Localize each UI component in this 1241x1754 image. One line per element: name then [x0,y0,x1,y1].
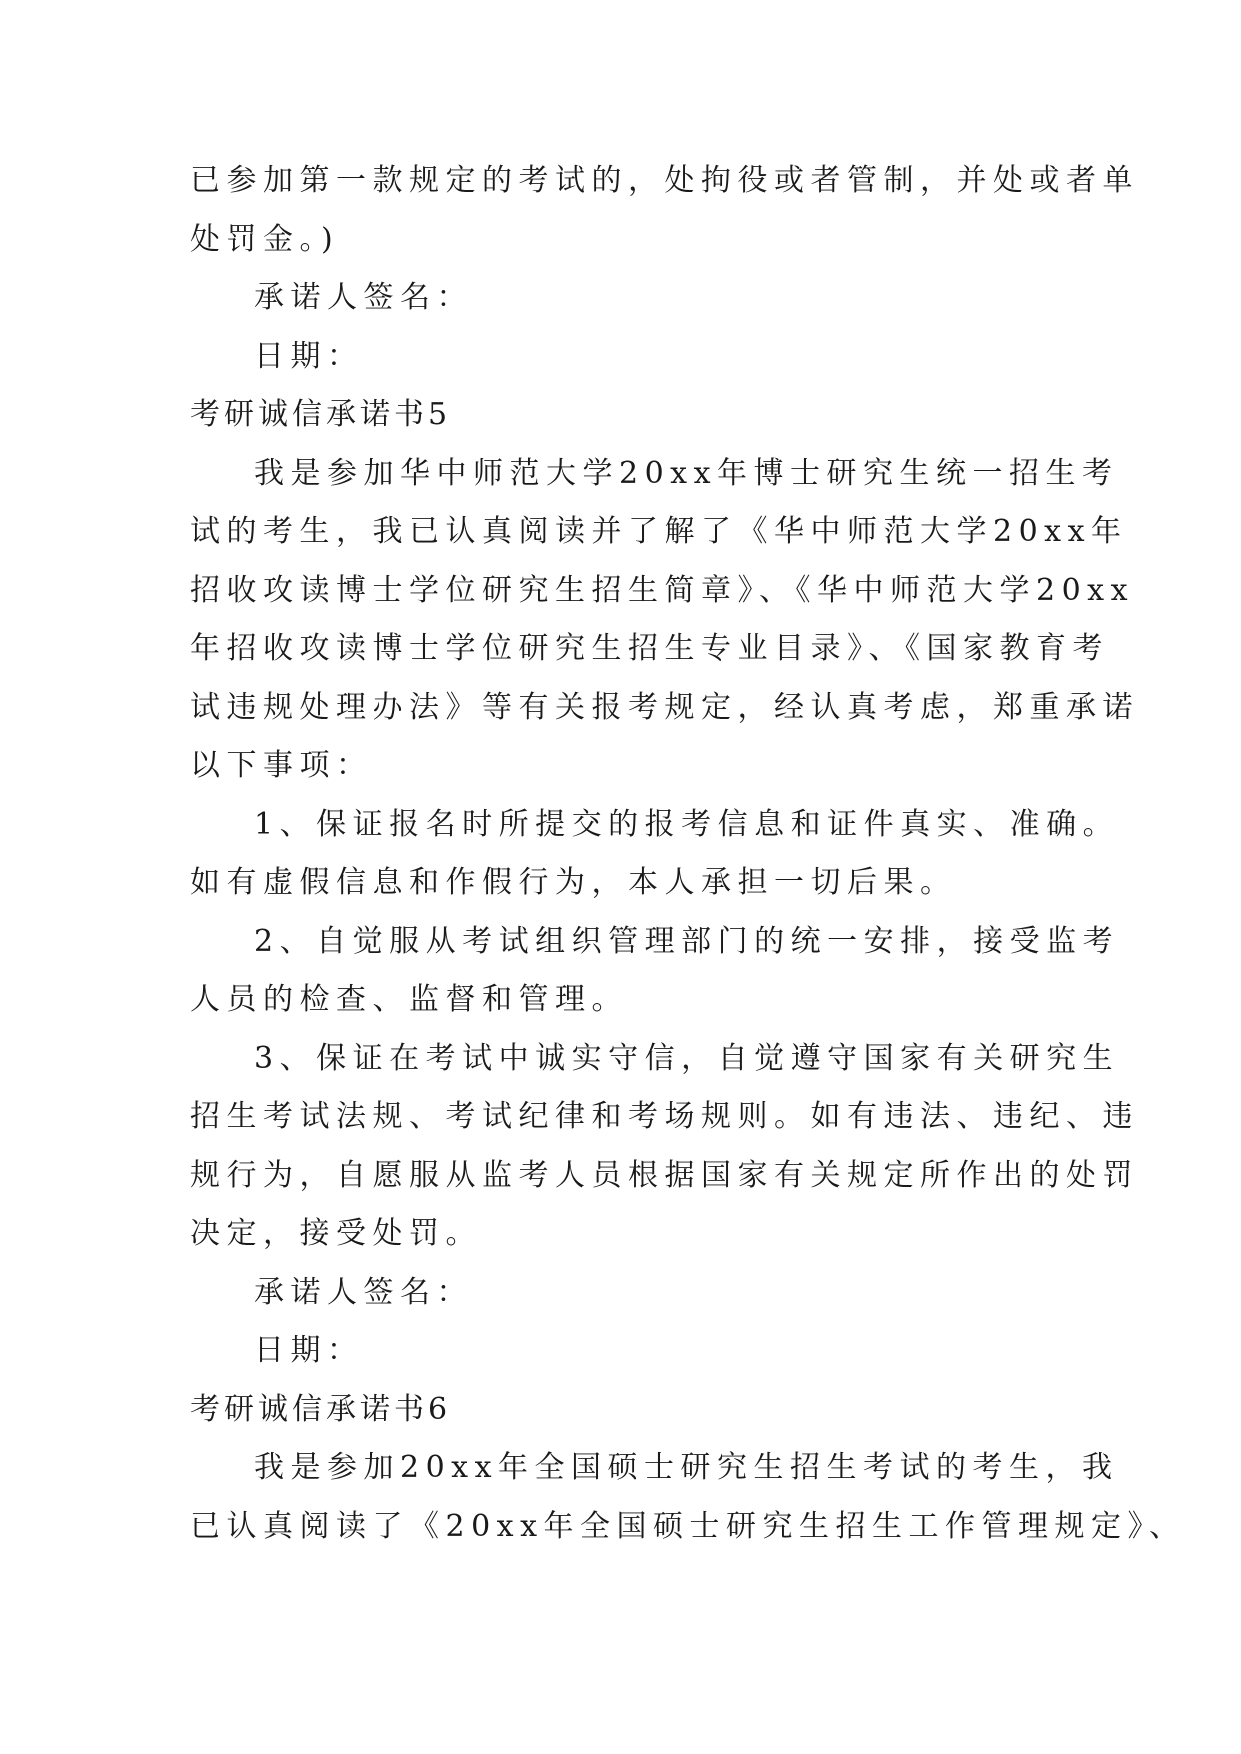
text-line: 日期： [254,338,364,374]
text-line: 试的考生，我已认真阅读并了解了《华中师范大学20xx年 [190,514,1128,549]
text-line: 2、自觉服从考试组织管理部门的统一安排，接受监考 [254,923,1120,959]
text-line: 处罚金。) [190,221,340,257]
text-line: 已参加第一款规定的考试的，处拘役或者管制，并处或者单 [190,163,1139,198]
text-line: 决定，接受处罚。 [190,1216,482,1251]
text-line: 试违规处理办法》等有关报考规定，经认真考虑，郑重承诺 [190,689,1139,725]
text-line: 承诺人签名： [254,280,473,315]
document-page [190,152,1186,1556]
section-heading: 考研诚信承诺书5 [190,397,452,432]
text-line: 我是参加20xx年全国硕士研究生招生考试的考生，我 [254,1450,1119,1485]
text-line: 我是参加华中师范大学20xx年博士研究生统一招生考 [254,455,1119,491]
text-line: 如有虚假信息和作假行为，本人承担一切后果。 [190,865,957,900]
text-line: 规行为，自愿服从监考人员根据国家有关规定所作出的处罚 [190,1157,1139,1193]
text-line: 承诺人签名： [254,1274,473,1310]
text-line: 日期： [254,1333,364,1368]
section-heading: 考研诚信承诺书6 [190,1391,452,1427]
text-line: 招收攻读博士学位研究生招生简章》、《华中师范大学20xx [190,572,1135,608]
text-line: 年招收攻读博士学位研究生招生专业目录》、《国家教育考 [190,631,1109,666]
text-line: 1、保证报名时所提交的报考信息和证件真实、准确。 [254,806,1120,842]
text-line: 人员的检查、监督和管理。 [190,982,628,1017]
text-line: 3、保证在考试中诚实守信，自觉遵守国家有关研究生 [254,1040,1120,1076]
text-line: 以下事项： [190,748,373,783]
text-line: 已认真阅读了《20xx年全国硕士研究生招生工作管理规定》、 [190,1508,1186,1544]
text-line: 招生考试法规、考试纪律和考场规则。如有违法、违纪、违 [190,1099,1139,1134]
document-body [190,152,1186,1556]
